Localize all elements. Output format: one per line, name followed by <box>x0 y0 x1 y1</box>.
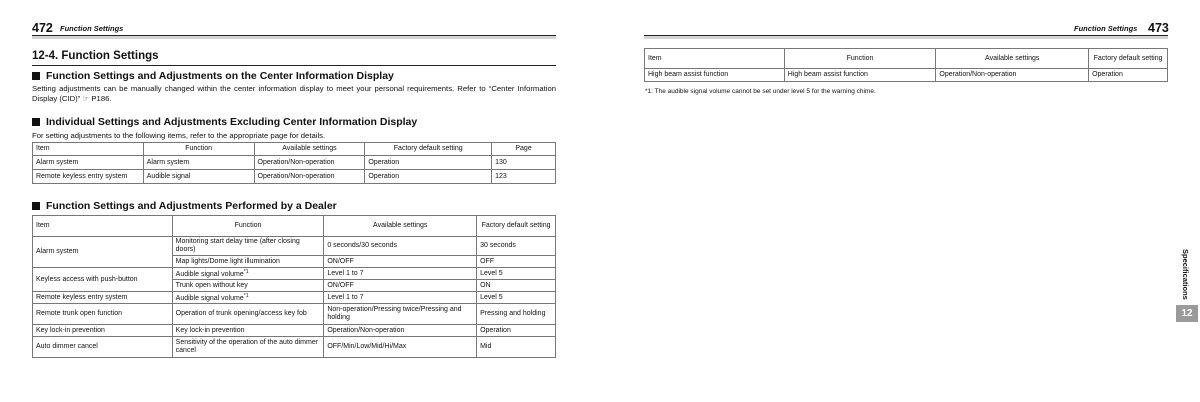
table-header-cell: Available settings <box>324 216 477 237</box>
table-cell: Operation/Non-operation <box>324 325 477 337</box>
chapter-number-badge: 12 <box>1176 305 1198 322</box>
table-cell: ON/OFF <box>324 280 477 292</box>
table-cell: Key lock-in prevention <box>33 325 173 337</box>
table-cell: Sensitivity of the operation of the auto dimmer cancel <box>172 337 324 358</box>
table-header-cell: Factory default setting <box>477 216 556 237</box>
table-cell: Operation/Non-operation <box>254 170 365 184</box>
table-cell: Non-operation/Pressing twice/Pressing and holding <box>324 304 477 325</box>
table-cell: Mid <box>477 337 556 358</box>
page-number: 473 <box>1148 21 1169 35</box>
table-cell: 123 <box>492 170 556 184</box>
table-header-row <box>33 143 556 156</box>
table-cell: Level 1 to 7 <box>324 292 477 304</box>
table-cell: Auto dimmer cancel <box>33 337 173 358</box>
table-row <box>33 170 556 184</box>
table-cell: Remote trunk open function <box>33 304 173 325</box>
table-cell: Key lock-in prevention <box>172 325 324 337</box>
table-cell: Operation <box>477 325 556 337</box>
table-cell: Alarm system <box>143 156 254 170</box>
table-cell: Audible signal <box>143 170 254 184</box>
section-rule <box>32 65 556 66</box>
table-cell: Trunk open without key <box>172 280 324 292</box>
footnote: *1: The audible signal volume cannot be set under level 5 for the warning chime. <box>645 88 876 95</box>
square-bullet-icon <box>32 118 40 126</box>
function-text: Audible signal volume <box>175 271 244 278</box>
table-cell: High beam assist function <box>645 69 785 82</box>
table-row <box>33 268 556 280</box>
table-cell: Alarm system <box>33 156 144 170</box>
settings-table-continued <box>644 48 1168 82</box>
side-tab-label: Specifications <box>1181 248 1190 300</box>
footnote-ref: *1 <box>243 293 249 299</box>
table-cell: Alarm system <box>33 237 173 268</box>
table-row <box>33 237 556 256</box>
table-row <box>33 156 556 170</box>
table-cell: Operation <box>1089 69 1168 82</box>
header-shade <box>32 36 556 39</box>
table-header-cell: Available settings <box>936 49 1089 69</box>
header-shade <box>644 36 1168 39</box>
table-cell: ON <box>477 280 556 292</box>
table-cell: 130 <box>492 156 556 170</box>
table-header-row <box>33 216 556 237</box>
header-title: Function Settings <box>60 24 124 33</box>
footnote-ref: *1 <box>243 269 249 275</box>
table-header-cell: Function <box>784 49 936 69</box>
table-cell: Monitoring start delay time (after closing doors) <box>172 237 324 256</box>
table-cell: High beam assist function <box>784 69 936 82</box>
table-header-cell: Function <box>143 143 254 156</box>
table-header-cell: Page <box>492 143 556 156</box>
subsection-text: Setting adjustments can be manually changed within the center information display to meet your personal requirements. Refer to “Center Information Display (CID)” ☞ P186. <box>32 84 556 103</box>
table-header-cell: Item <box>33 216 173 237</box>
table-header-row <box>645 49 1168 69</box>
subsection-title-text: Individual Settings and Adjustments Excluding Center Information Display <box>46 116 418 128</box>
table-cell <box>172 268 324 280</box>
table-cell: Operation <box>365 156 492 170</box>
table-header-cell: Factory default setting <box>365 143 492 156</box>
table-cell: OFF/Min/Low/Mid/Hi/Max <box>324 337 477 358</box>
square-bullet-icon <box>32 202 40 210</box>
table-header-cell: Function <box>172 216 324 237</box>
table-cell: Remote keyless entry system <box>33 170 144 184</box>
table-cell: Level 5 <box>477 292 556 304</box>
square-bullet-icon <box>32 72 40 80</box>
table-row <box>33 292 556 304</box>
table-cell: Pressing and holding <box>477 304 556 325</box>
table-cell: Level 5 <box>477 268 556 280</box>
subsection-title <box>32 70 394 82</box>
header-title: Function Settings <box>1074 24 1138 33</box>
table-cell: 0 seconds/30 seconds <box>324 237 477 256</box>
settings-table-individual <box>32 142 556 184</box>
table-header-cell: Item <box>33 143 144 156</box>
table-cell: Operation of trunk opening/access key fob <box>172 304 324 325</box>
function-text: Audible signal volume <box>175 295 244 302</box>
table-cell: 30 seconds <box>477 237 556 256</box>
table-row <box>33 337 556 358</box>
table-row <box>33 325 556 337</box>
table-cell: Map lights/Dome light illumination <box>172 256 324 268</box>
table-cell: Level 1 to 7 <box>324 268 477 280</box>
table-cell: OFF <box>477 256 556 268</box>
table-cell <box>172 292 324 304</box>
table-cell: ON/OFF <box>324 256 477 268</box>
table-header-cell: Available settings <box>254 143 365 156</box>
subsection-title-text: Function Settings and Adjustments on the Center Information Display <box>46 70 394 82</box>
page-number: 472 <box>32 21 53 35</box>
table-cell: Operation <box>365 170 492 184</box>
subsection-title <box>32 200 337 212</box>
table-header-cell: Factory default setting <box>1089 49 1168 69</box>
section-title: 12-4. Function Settings <box>32 50 159 62</box>
subsection-title-text: Function Settings and Adjustments Performed by a Dealer <box>46 200 337 212</box>
table-row <box>33 304 556 325</box>
table-header-cell: Item <box>645 49 785 69</box>
table-cell: Operation/Non-operation <box>936 69 1089 82</box>
table-cell: Remote keyless entry system <box>33 292 173 304</box>
settings-table-dealer <box>32 215 556 358</box>
subsection-text: For setting adjustments to the following items, refer to the appropriate page for details. <box>32 131 326 140</box>
table-cell: Keyless access with push-button <box>33 268 173 292</box>
table-cell: Operation/Non-operation <box>254 156 365 170</box>
table-row <box>645 69 1168 82</box>
subsection-title <box>32 116 417 128</box>
